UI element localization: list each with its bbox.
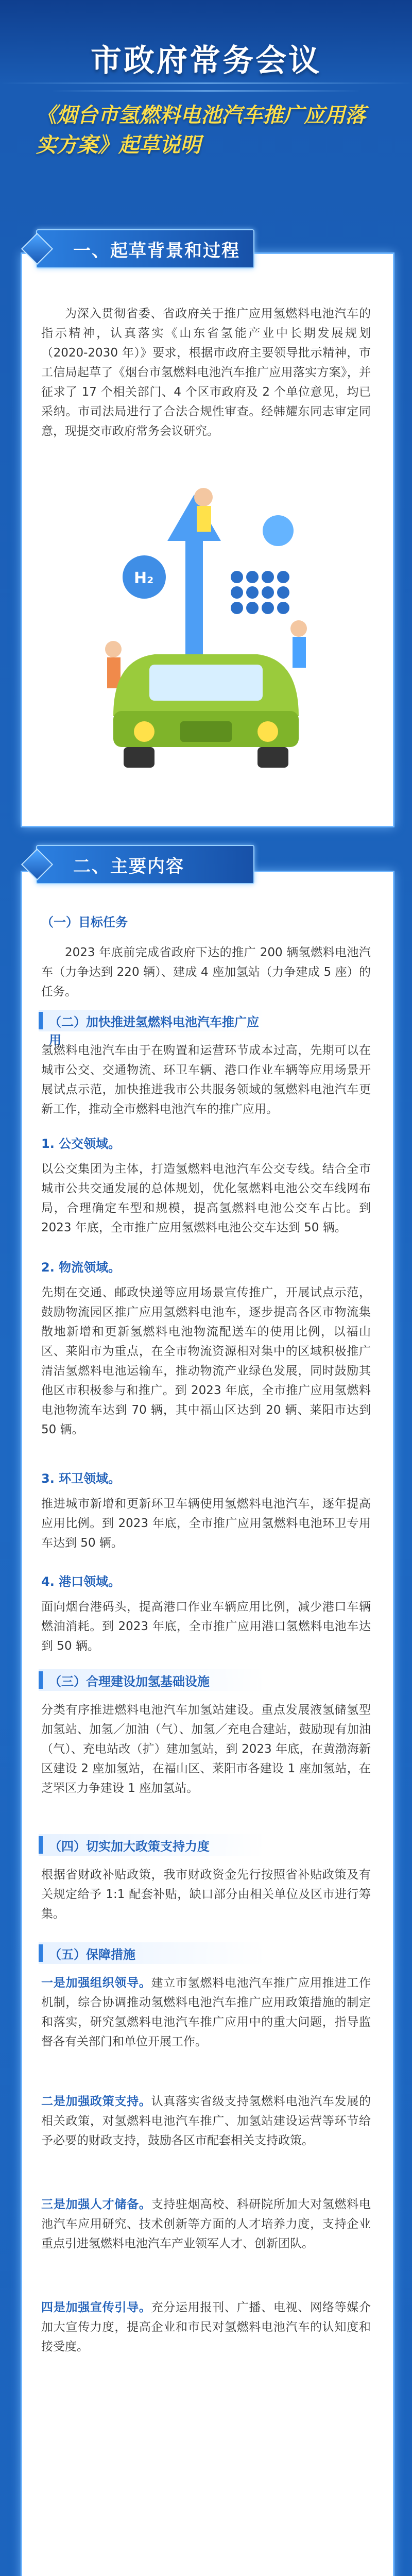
bus-text: 以公交集团为主体，打造氢燃料电池汽车公交专线。结合全市城市公共交通发展的总体规划，优化氢燃料电池公交车线网布局，合理确定车型和规模，提高氢燃料电池公交车占比。到 2023 年底，全市推广应用氢燃料电池公交车达到 50 辆。 [41, 1162, 371, 1234]
promo-title: （二）加快推进氢燃料电池汽车推广应用 [49, 1015, 259, 1047]
promo-text: 氢燃料电池汽车由于在购置和运营环节成本过高，先期可以在城市公交、交通物流、环卫车辆、港口作业车辆等应用场景开展试点示范，加快推进我市公共服务领域的氢燃料电池汽车更新工作，推动全市燃料电池汽车的推广应用。 [41, 1044, 371, 1116]
bus-title: 1. 公交领域。 [41, 1137, 121, 1151]
section2-heading-text: 二、主要内容 [73, 856, 184, 877]
guarantee-item-4 [41, 2298, 371, 2357]
guarantee-item-2-text: 认真落实省级支持氢燃料电池汽车发展的相关政策，对氢燃料电池汽车推广、加氢站建设运营等环节给予必要的财政支持，鼓励各区市配套相关支持政策。 [41, 2095, 371, 2147]
goal-text: 2023 年底前完成省政府下达的推广 200 辆氢燃料电池汽车（力争达到 220 辆）、建成 4 座加氢站（力争建成 5 座）的任务。 [41, 946, 371, 998]
section1-heading [36, 229, 254, 268]
page-subtitle: 《烟台市氢燃料电池汽车推广应用落实方案》起草说明 [36, 104, 366, 157]
section2-heading [36, 845, 254, 884]
policy-text: 根据省财政补贴政策，我市财政资金先行按照省补贴政策及有关规定给予 1:1 配套补贴，缺口部分由相关单位及区市进行筹集。 [41, 1868, 371, 1921]
guarantee-item-4-text: 充分运用报刊、广播、电视、网络等媒介加大宣传力度，提高企业和市民对氢燃料电池汽车的认知度和接受度。 [41, 2301, 371, 2353]
section1-paragraph: 为深入贯彻省委、省政府关于推广应用氢燃料电池汽车的指示精神，认真落实《山东省氢能产业中长期发展规划（2020-2030 年）》要求，根据市政府主要领导批示精神，市工信局起草了《烟台市氢燃料电池汽车推广应用落实方案》，并征求了 17 个相关部门、4 个区市政府及 2 个单位意见，均已采纳。市司法局进行了合法合规性审查。经韩耀东同志审定同意，现提交市政府常务会议研究。 [41, 307, 371, 438]
promo-subhead [39, 1010, 265, 1047]
port-title: 4. 港口领域。 [41, 1574, 121, 1589]
decor-ray [52, 90, 360, 92]
policy-subhead [39, 1834, 265, 1856]
guarantee-item-3-lead: 三是加强人才储备。 [41, 2198, 151, 2211]
page-title: 市政府常务会议 [91, 43, 321, 79]
up-arrow-icon [185, 536, 203, 659]
svg-text:H₂: H₂ [134, 569, 154, 587]
goal-title: （一）目标任务 [41, 915, 128, 929]
guarantee-item-3 [41, 2195, 371, 2253]
guarantee-item-4-lead: 四是加强宣传引导。 [41, 2301, 151, 2314]
hydrogen-car-illustration [82, 474, 330, 783]
guarantee-item-2-lead: 二是加强政策支持。 [41, 2095, 151, 2108]
station-subhead [39, 1669, 265, 1691]
guarantee-item-2 [41, 2092, 371, 2150]
sanitation-text: 推进城市新增和更新环卫车辆使用氢燃料电池汽车，逐年提高应用比例。到 2023 年底，全市推广应用氢燃料电池环卫专用车达到 50 辆。 [41, 1497, 371, 1550]
logistics-text: 先期在交通、邮政快递等应用场景宣传推广，开展试点示范，鼓励物流园区推广应用氢燃料电池车，逐步提高各区市物流集散地新增和更新氢燃料电池物流配送车的使用比例，以福山区、莱阳市为重点，在全市物流资源相对集中的区域积极推广清洁氢燃料电池运输车，推动物流产业绿色发展，同时鼓励其他区市积极参与和推广。到 2023 年底，全市推广应用氢燃料电池物流车达到 70 辆，其中福山区达到 20 辆、莱阳市达到 50 辆。 [41, 1286, 371, 1436]
decor-ray [0, 82, 412, 84]
logistics-title: 2. 物流领域。 [41, 1260, 121, 1275]
subhead-bar [39, 1012, 43, 1029]
subhead-bar [39, 1671, 43, 1689]
station-text: 分类有序推进燃料电池汽车加氢站建设。重点发展液氢储氢型加氢站、加氢／加油（气）、加氢／充电合建站，鼓励现有加油（气）、充电站改（扩）建加氢站，到 2023 年底，在黄渤海新区建设 2 座加氢站，在福山区、莱阳市各建设 1 座加氢站，在芝罘区力争建设 1 座加氢站。 [41, 1703, 371, 1795]
guarantee-item-1-text: 建立市氢燃料电池汽车推广应用推进工作机制，综合协调推动氢燃料电池汽车推广应用政策措施的制定和落实，研究氢燃料电池汽车推广应用中的重大问题，指导监督各有关部门和单位开展工作。 [41, 1976, 371, 2048]
guarantee-subhead [39, 1942, 265, 1964]
guarantee-item-1-lead: 一是加强组织领导。 [41, 1976, 151, 1990]
subhead-bar [39, 1836, 43, 1854]
guarantee-item-3-text: 支持驻烟高校、科研院所加大对氢燃料电池汽车应用研究、技术创新等方面的人才培养力度，支持企业重点引进氢燃料电池汽车产业领军人才、创新团队。 [41, 2198, 371, 2250]
policy-title: （四）切实加大政策支持力度 [49, 1839, 210, 1854]
sanitation-title: 3. 环卫领域。 [41, 1471, 121, 1486]
guarantee-item-1 [41, 1973, 371, 2052]
port-text: 面向烟台港码头，提高港口作业车辆应用比例，减少港口车辆燃油消耗。到 2023 年底，全市推广应用港口氢燃料电池车达到 50 辆。 [41, 1600, 371, 1653]
subhead-bar [39, 1944, 43, 1962]
guarantee-title: （五）保障措施 [49, 1947, 135, 1962]
station-title: （三）合理建设加氢基础设施 [49, 1674, 210, 1689]
hero-banner [0, 0, 412, 227]
section1-heading-text: 一、起草背景和过程 [73, 241, 240, 261]
